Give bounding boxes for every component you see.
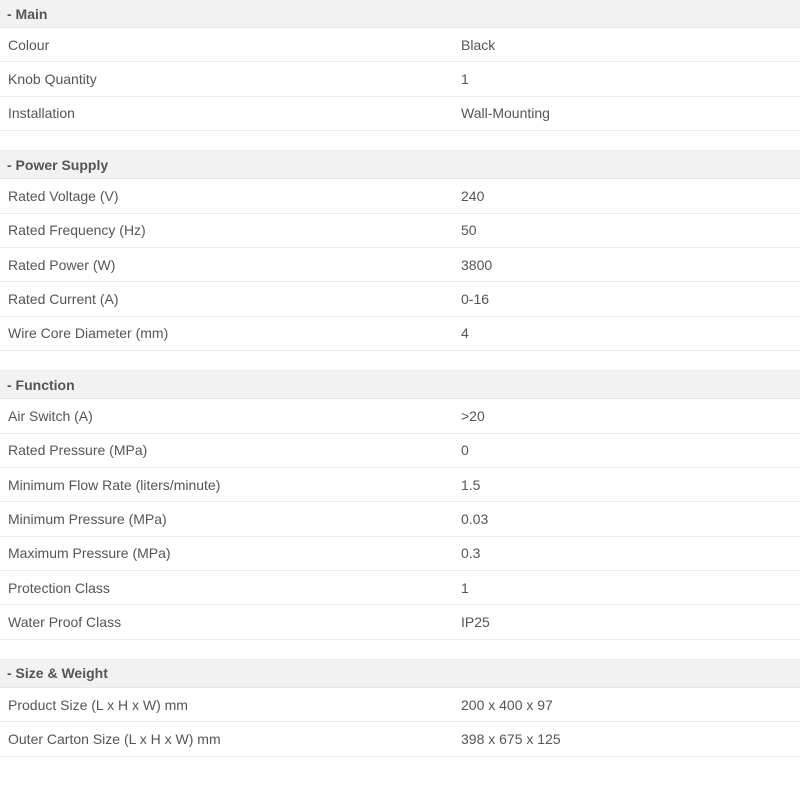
spec-value: 0-16 (461, 291, 490, 308)
section-header: - Function (0, 371, 800, 399)
spec-label: Maximum Pressure (MPa) (8, 545, 171, 562)
spec-row (0, 282, 800, 316)
spec-row (0, 468, 800, 502)
spec-label: Protection Class (8, 579, 110, 596)
spec-value: 0.3 (461, 545, 481, 562)
spec-label: Air Switch (A) (8, 407, 93, 424)
spec-row (0, 62, 800, 96)
section-spacer (0, 640, 800, 660)
spec-row (0, 399, 800, 433)
section-header: - Main (0, 0, 800, 28)
section-spacer (0, 351, 800, 371)
spec-value: 1 (461, 579, 469, 596)
spec-label: Outer Carton Size (L x H x W) mm (8, 730, 221, 747)
spec-row (0, 502, 800, 536)
spec-row (0, 97, 800, 131)
spec-label: Rated Power (W) (8, 256, 116, 273)
spec-value: 50 (461, 222, 477, 239)
spec-row (0, 571, 800, 605)
spec-label: Knob Quantity (8, 71, 97, 88)
spec-value: >20 (461, 407, 485, 424)
spec-label: Rated Current (A) (8, 291, 119, 308)
section-spacer (0, 131, 800, 151)
spec-row (0, 537, 800, 571)
spec-row (0, 688, 800, 722)
spec-value: 0.03 (461, 510, 489, 527)
spec-label: Water Proof Class (8, 614, 122, 631)
spec-value: 240 (461, 187, 485, 204)
spec-label: Wire Core Diameter (mm) (8, 325, 169, 342)
spec-row (0, 722, 800, 756)
spec-value: 0 (461, 442, 469, 459)
section-header: - Size & Weight (0, 660, 800, 688)
spec-label: Rated Pressure (MPa) (8, 442, 148, 459)
spec-label: Product Size (L x H x W) mm (8, 696, 188, 713)
spec-value: 3800 (461, 256, 493, 273)
spec-label: Colour (8, 36, 50, 53)
section-header: - Power Supply (0, 151, 800, 179)
spec-value: IP25 (461, 614, 490, 631)
spec-row (0, 179, 800, 213)
spec-label: Installation (8, 105, 75, 122)
spec-label: Rated Voltage (V) (8, 187, 119, 204)
spec-row (0, 28, 800, 62)
spec-value: 398 x 675 x 125 (461, 730, 561, 747)
spec-row (0, 605, 800, 639)
spec-row (0, 214, 800, 248)
spec-label: Rated Frequency (Hz) (8, 222, 146, 239)
spec-label: Minimum Pressure (MPa) (8, 510, 167, 527)
spec-value: 4 (461, 325, 469, 342)
spec-row (0, 248, 800, 282)
spec-value: 1.5 (461, 476, 481, 493)
spec-row (0, 317, 800, 351)
spec-value: Wall-Mounting (461, 105, 550, 122)
spec-label: Minimum Flow Rate (liters/minute) (8, 476, 221, 493)
spec-value: 200 x 400 x 97 (461, 696, 553, 713)
spec-value: 1 (461, 71, 469, 88)
spec-value: Black (461, 36, 496, 53)
spec-row (0, 434, 800, 468)
